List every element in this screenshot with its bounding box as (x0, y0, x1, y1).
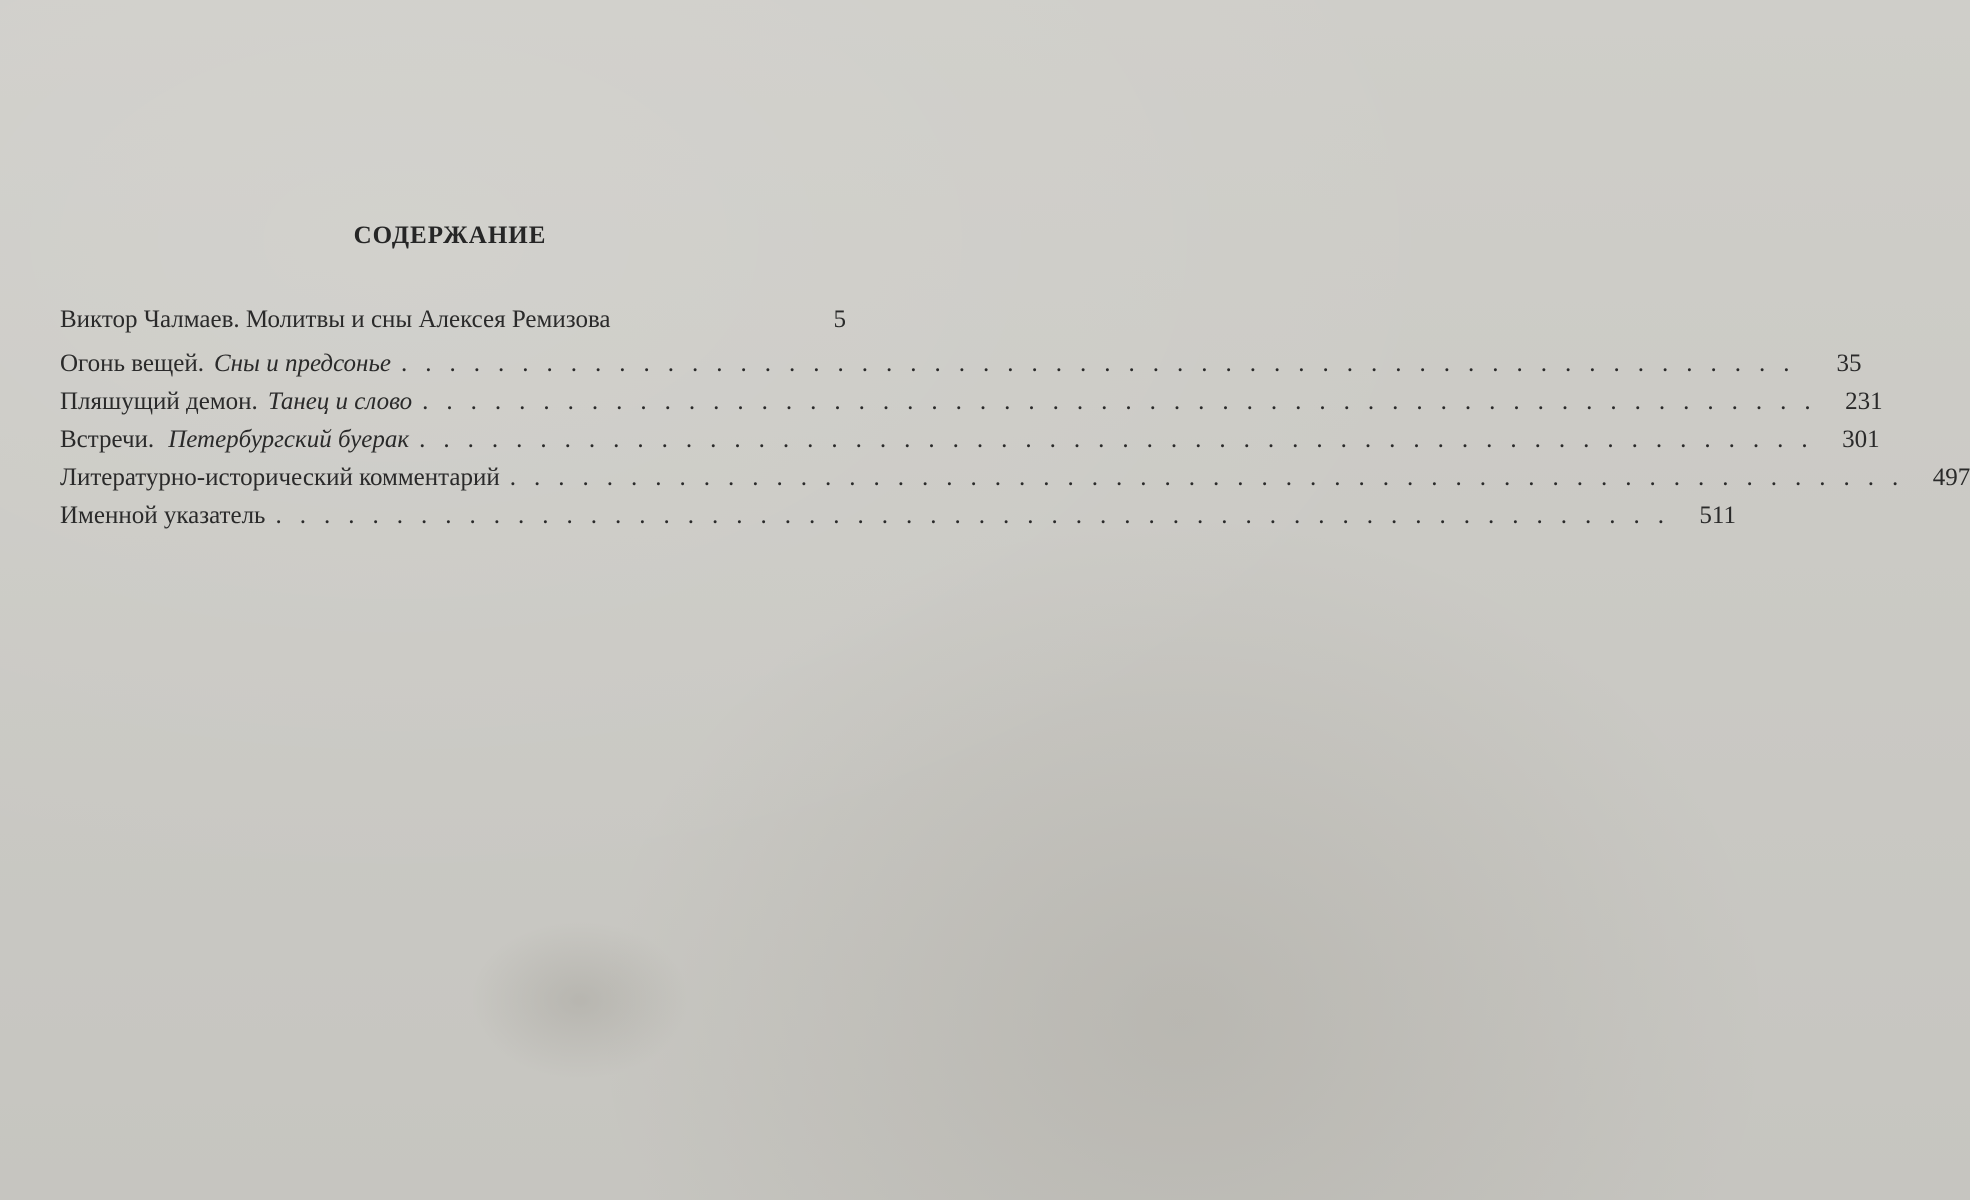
dot-leader: .......................................................... (509, 464, 1917, 491)
dot-leader: .......................................................... (422, 388, 1829, 415)
toc-entry (60, 350, 1862, 388)
toc-entry-title: Встречи. (60, 426, 155, 453)
toc-entry-title: Пляшущий демон. (60, 388, 258, 415)
toc-entry (60, 426, 1880, 464)
toc-entry (60, 464, 1970, 502)
dot-leader: .......................................................... (419, 426, 1826, 453)
table-of-contents (60, 306, 1970, 540)
toc-entry-subtitle: Петербургский буерак (168, 426, 410, 453)
dot-leader: .......................................................... (400, 350, 1808, 377)
dot-leader: .......................................................... (275, 502, 1682, 529)
toc-entry (60, 306, 846, 350)
toc-entry-title: Именной указатель (60, 502, 266, 529)
toc-entry-page: 231 (1845, 388, 1883, 415)
toc-entry (60, 502, 1736, 540)
toc-entry-page: 497 (1932, 464, 1970, 491)
toc-entry-title: Огонь вещей. (60, 350, 204, 377)
page-stain (470, 920, 690, 1080)
toc-entry-page: 301 (1842, 426, 1880, 453)
toc-entry-page: 511 (1699, 502, 1736, 529)
toc-entry-subtitle: Сны и предсонье (213, 350, 391, 377)
contents-heading: СОДЕРЖАНИЕ (353, 222, 547, 249)
toc-entry-title: Виктор Чалмаев. Молитвы и сны Алексея Ремизова (60, 306, 611, 333)
toc-entry (60, 388, 1883, 426)
toc-entry-page: 5 (833, 306, 846, 333)
toc-entry-page: 35 (1836, 350, 1862, 377)
toc-entry-title: Литературно-исторический комментарий (60, 464, 500, 491)
toc-entry-subtitle: Танец и слово (267, 388, 413, 415)
